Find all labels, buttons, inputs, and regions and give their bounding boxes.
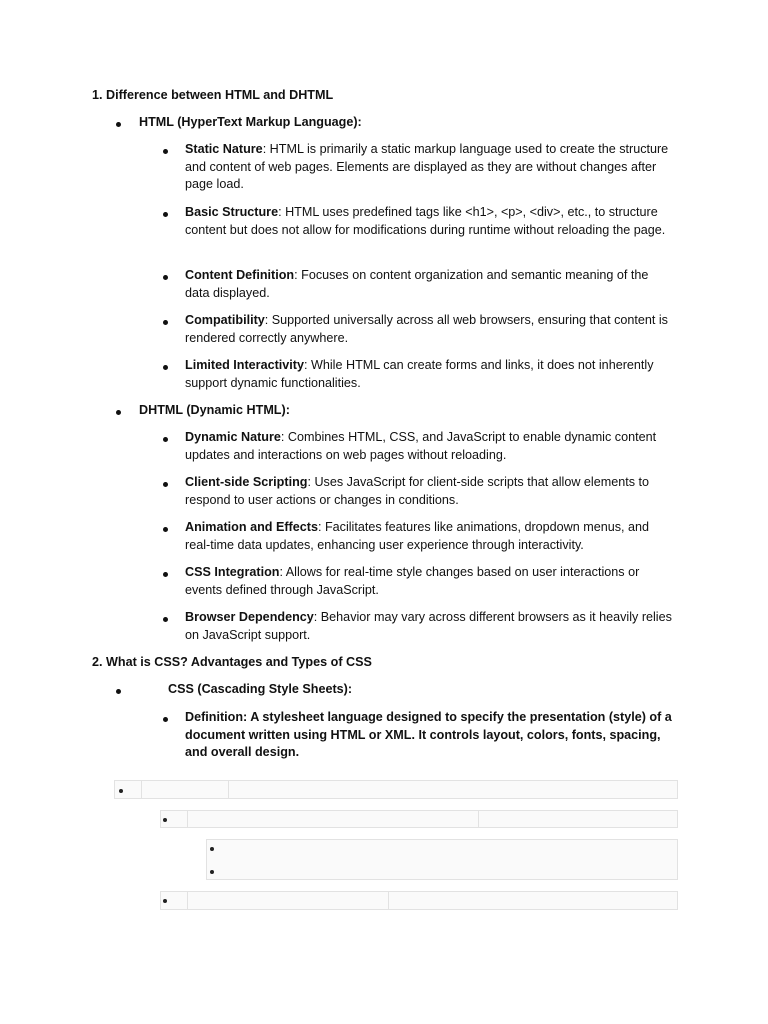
bullet-icon [163, 149, 168, 154]
bullet-icon [163, 717, 168, 722]
empty-table-row [114, 780, 678, 799]
list-item: Static Nature: HTML is primarily a static markup language used to create the structure and content of web pages. Elements are displayed as they are without changes after page load. [185, 142, 669, 192]
table-cell [187, 892, 389, 909]
empty-table-row [206, 839, 678, 880]
list-item: CSS Integration: Allows for real-time style changes based on user interactions or events defined through JavaScript. [185, 565, 640, 597]
section-1-heading: 1. Difference between HTML and DHTML [92, 88, 334, 102]
list-item: Client-side Scripting: Uses JavaScript for client-side scripts that allow elements to respond to user actions or changes in conditions. [185, 475, 650, 507]
bullet-icon [163, 482, 168, 487]
css-definition: Definition: A stylesheet language designed to specify the presentation (style) of a document written using HTML or XML. It controls layout, colors, fonts, spacing, and overall design. [185, 710, 672, 760]
table-cell [161, 892, 188, 909]
bullet-icon [163, 365, 168, 370]
bullet-icon [116, 410, 121, 415]
bullet-icon [116, 689, 121, 694]
bullet-icon [210, 870, 214, 874]
list-item: Animation and Effects: Facilitates features like animations, dropdown menus, and real-time data updates, enhancing user experience through interactivity. [185, 520, 650, 552]
bullet-icon [163, 617, 168, 622]
list-item: Content Definition: Focuses on content organization and semantic meaning of the data displayed. [185, 268, 649, 300]
list-item: Browser Dependency: Behavior may vary across different browsers as it heavily relies on JavaScript support. [185, 610, 672, 642]
bullet-icon [210, 847, 214, 851]
bullet-icon [163, 527, 168, 532]
list-item: Dynamic Nature: Combines HTML, CSS, and JavaScript to enable dynamic content updates and interactions on web pages without reloading. [185, 430, 657, 462]
list-item: Compatibility: Supported universally across all web browsers, ensuring that content is rendered correctly anywhere. [185, 313, 668, 345]
empty-table-row [160, 810, 678, 828]
table-cell [115, 781, 142, 798]
bullet-icon [163, 320, 168, 325]
bullet-icon [163, 572, 168, 577]
html-subheading: HTML (HyperText Markup Language): [139, 115, 362, 129]
list-item: Limited Interactivity: While HTML can create forms and links, it does not inherently support dynamic functionalities. [185, 358, 654, 390]
table-cell [161, 811, 188, 827]
dhtml-subheading: DHTML (Dynamic HTML): [139, 403, 290, 417]
empty-table-row [160, 891, 678, 910]
section-2-heading: 2. What is CSS? Advantages and Types of CSS [92, 655, 372, 669]
bullet-icon [163, 275, 168, 280]
css-subheading: CSS (Cascading Style Sheets): [168, 682, 353, 696]
bullet-icon [163, 212, 168, 217]
table-cell [141, 781, 229, 798]
list-item: Basic Structure: HTML uses predefined tags like <h1>, <p>, <div>, etc., to structure content but does not allow for modifications during runtime without reloading the page. [185, 205, 666, 237]
table-cell [187, 811, 479, 827]
bullet-icon [116, 122, 121, 127]
bullet-icon [163, 437, 168, 442]
